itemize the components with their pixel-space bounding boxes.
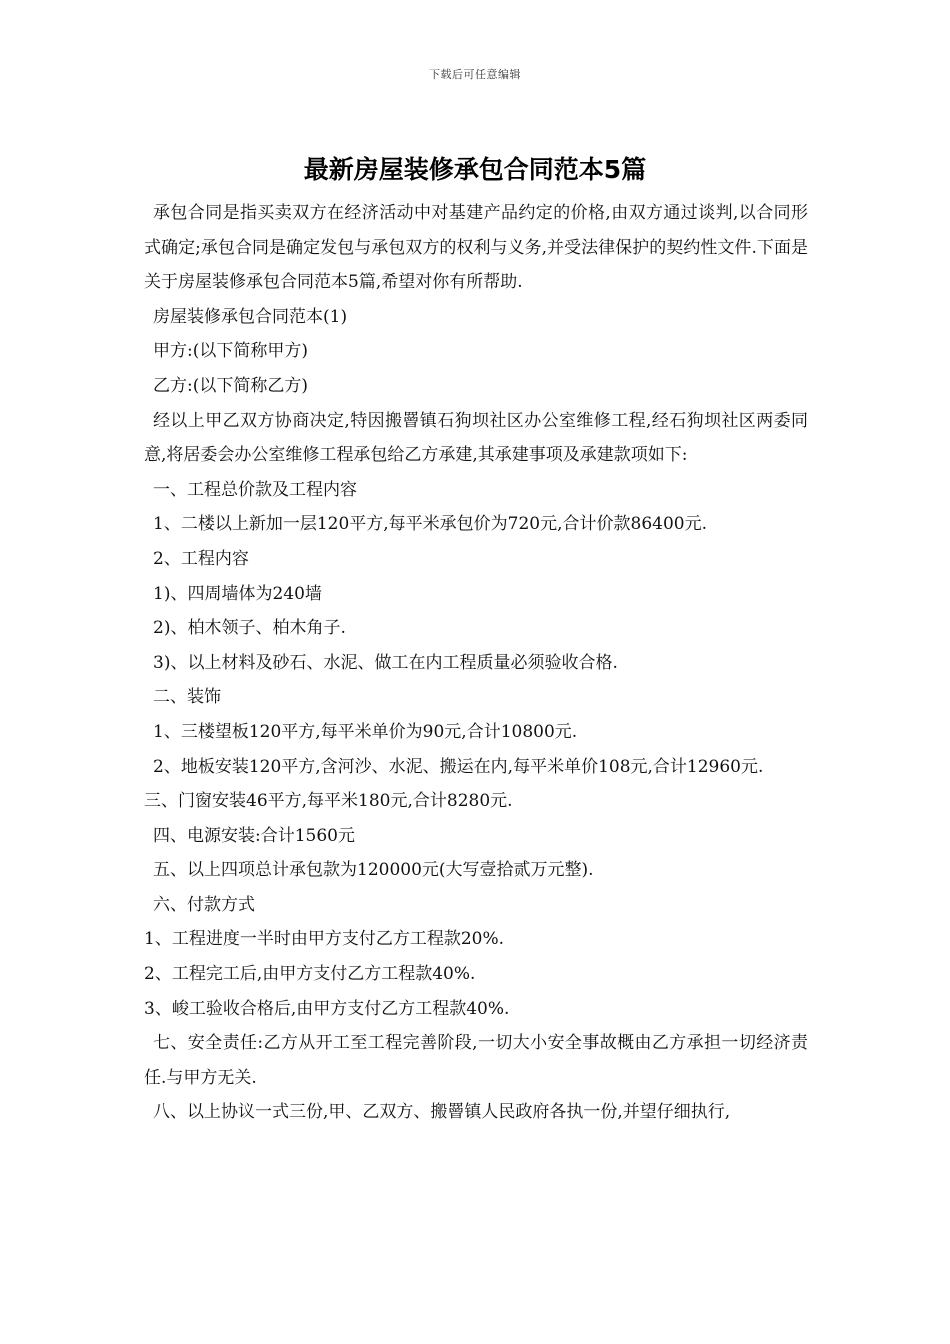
paragraph: 二、装饰 (153, 687, 221, 708)
paragraph: 2)、柏木领子、柏木角子. (153, 618, 346, 639)
paragraph: 2、地板安装120平方,含河沙、水泥、搬运在内,每平米单价108元,合计12960元. (153, 756, 764, 777)
paragraph: 2、工程完工后,由甲方支付乙方工程款40%. (144, 964, 476, 985)
paragraph: 四、电源安装:合计1560元 (153, 825, 355, 846)
paragraph: 六、付款方式 (153, 894, 255, 915)
paragraph: 1、工程进度一半时由甲方支付乙方工程款20%. (144, 929, 505, 950)
paragraph: 2、工程内容 (153, 548, 249, 569)
paragraph: 3、峻工验收合格后,由甲方支付乙方工程款40%. (144, 998, 510, 1019)
header-note: 下载后可任意编辑 (429, 68, 521, 81)
paragraph: 三、门窗安装46平方,每平米180元,合计8280元. (144, 791, 513, 812)
paragraph: 八、以上协议一式三份,甲、乙双方、搬罾镇人民政府各执一份,并望仔细执行, (153, 1102, 731, 1123)
paragraph: 甲方:(以下简称甲方) (153, 341, 308, 362)
paragraph: 1、二楼以上新加一层120平方,每平米承包价为720元,合计价款86400元. (153, 514, 708, 535)
document-title: 最新房屋装修承包合同范本5篇 (303, 155, 647, 184)
paragraph: 五、以上四项总计承包款为120000元(大写壹拾贰万元整). (153, 860, 594, 881)
paragraph: 七、安全责任:乙方从开工至工程完善阶段,一切大小安全事故概由乙方承担一切经济责任.与甲方无关. (144, 1033, 808, 1088)
paragraph: 房屋装修承包合同范本(1) (153, 306, 348, 327)
paragraph: 承包合同是指买卖双方在经济活动中对基建产品约定的价格,由双方通过谈判,以合同形式确定;承包合同是确定发包与承包双方的权利与义务,并受法律保护的契约性文件.下面是关于房屋装修承包合同范本5篇,希望对你有所帮助. (144, 203, 808, 293)
paragraph: 经以上甲乙双方协商决定,特因搬罾镇石狗坝社区办公室维修工程,经石狗坝社区两委同意,将居委会办公室维修工程承包给乙方承建,其承建事项及承建款项如下: (144, 410, 808, 466)
paragraph: 3)、以上材料及砂石、水泥、做工在内工程质量必须验收合格. (153, 652, 618, 673)
document-body (144, 196, 808, 1130)
paragraph: 1、三楼望板120平方,每平米单价为90元,合计10800元. (153, 721, 578, 742)
paragraph: 乙方:(以下简称乙方) (153, 375, 308, 396)
paragraph: 1)、四周墙体为240墙 (153, 583, 322, 604)
paragraph: 一、工程总价款及工程内容 (153, 479, 357, 500)
